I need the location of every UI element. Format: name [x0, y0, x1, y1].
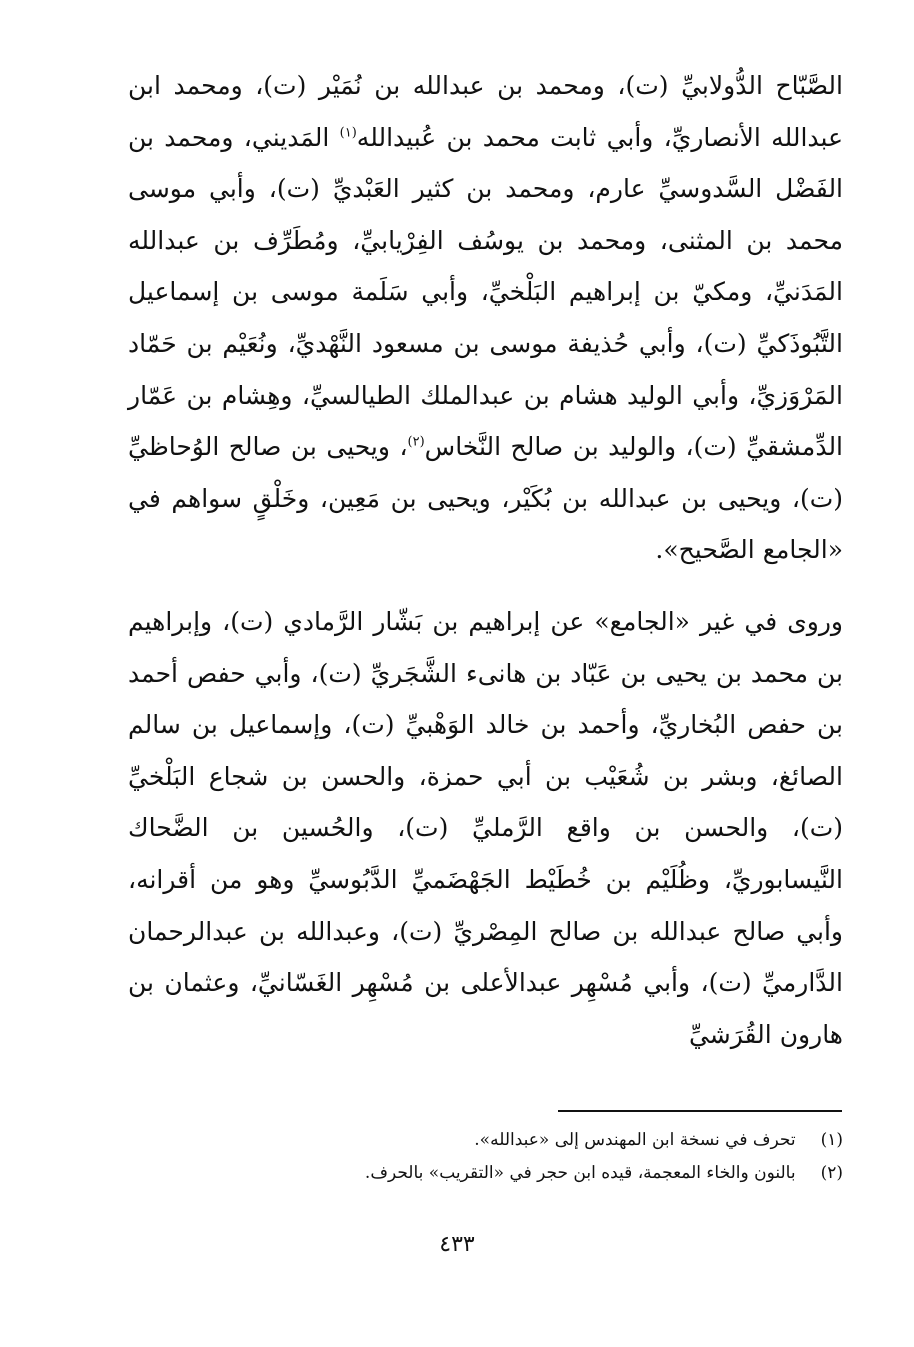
text-line: عبدالملك الطيالسيِّ، وهِشام بن عَمّار الدِّمشقيِّ (ت)، والوليد بن [128, 380, 844, 462]
paragraph [128, 60, 843, 576]
footnote-2 [128, 1157, 843, 1190]
text-line: وإبراهيم بن محمد بن يحيى بن عَبّاد بن هانىء الشَّجَريِّ (ت)، [128, 606, 843, 688]
text-line: المِصْريِّ (ت)، وعبدالله بن عبدالرحمان الدَّارميِّ (ت)، وأبي [128, 916, 843, 998]
text-line: موسى بن إسماعيل التَّبُوذَكيِّ (ت)، وأبي حُذيفة موسى بن مسعود [128, 277, 843, 358]
text-line: (ت)، والحُسين بن الضَّحاك النَّيسابوريِّ، وظُلَيْم بن خُطَيْط [128, 813, 843, 894]
footnote-number: (٢) [820, 1163, 843, 1183]
footnote-text: تحرف في نسخة ابن المهندس إلى «عبدالله». [474, 1130, 796, 1150]
text-line: ومُطَرِّف بن عبدالله المَدَنيِّ، ومكيّ بن إبراهيم البَلْخيِّ، وأبي سَلَمة [128, 225, 843, 307]
paragraph [128, 596, 843, 1060]
footnote-ref: (١) [339, 125, 357, 141]
text-line: الجَهْضَميِّ الدَّبُوسيِّ وهو من أقرانه، وأبي صالح عبدالله بن صالح [128, 864, 844, 946]
text-line: وأبي حفص أحمد بن حفص البُخاريِّ، وأحمد بن خالد الوَهْبيِّ [128, 658, 843, 740]
text-line: عبدالله بن بُكَيْر، ويحيى بن مَعِين، وخَلْقٍ سواهم في «الجامع [128, 483, 843, 565]
footnotes [128, 1124, 843, 1190]
main-text [128, 60, 843, 1060]
footnote-ref: (٢) [407, 434, 425, 450]
text-line: وأبي موسى محمد بن المثنى، ومحمد بن يوسُف الفِرْيابيِّ، [128, 174, 844, 255]
page-number: ٤٣٣ [439, 1232, 475, 1257]
text-line: ابن عبدالله الأنصاريِّ، وأبي ثابت محمد بن عُبيدالله$^{(١)}$ المَديني، [128, 71, 843, 152]
footnote-number: (١) [820, 1130, 843, 1150]
text-line: الصَّحيح». [655, 535, 755, 565]
text-line: الصَّبّاح الدُّولابيِّ (ت)، ومحمد بن عبدالله بن نُمَيْر (ت)، ومحمد [173, 71, 843, 100]
text-line: حمزة، والحسن بن شجاع البَلْخيِّ (ت)، والحسن بن واقع الرَّمليِّ [128, 761, 843, 843]
text-line: وروى في غير «الجامع» عن إبراهيم بن بَشّار الرَّمادي (ت)، [222, 606, 843, 636]
text-line: (ت)، وإسماعيل بن سالم الصائغ، وبشر بن شُعَيْب بن أبي [128, 710, 843, 791]
text-line: النَّهْديِّ، ونُعَيْم بن حَمّاد المَرْوَزيِّ، وأبي الوليد هشام بن [128, 328, 843, 410]
text-line: مُسْهِر عبدالأعلى بن مُسْهِر الغَسّانيِّ، وعثمان بن هارون القُرَشيِّ [128, 968, 843, 1049]
footnote-text: بالنون والخاء المعجمة، قيده ابن حجر في «التقريب» بالحرف. [364, 1163, 796, 1183]
footnote-1 [128, 1124, 843, 1157]
text-line: صالح النَّخاس$^{(٢)}$، ويحيى بن صالح الوُحاظيِّ (ت)، ويحيى بن [128, 432, 843, 513]
footnote-divider [558, 1110, 842, 1112]
text-line: ومحمد بن الفَضْل السَّدوسيِّ عارم، ومحمد بن كثير العَبْديِّ (ت)، [128, 122, 844, 204]
